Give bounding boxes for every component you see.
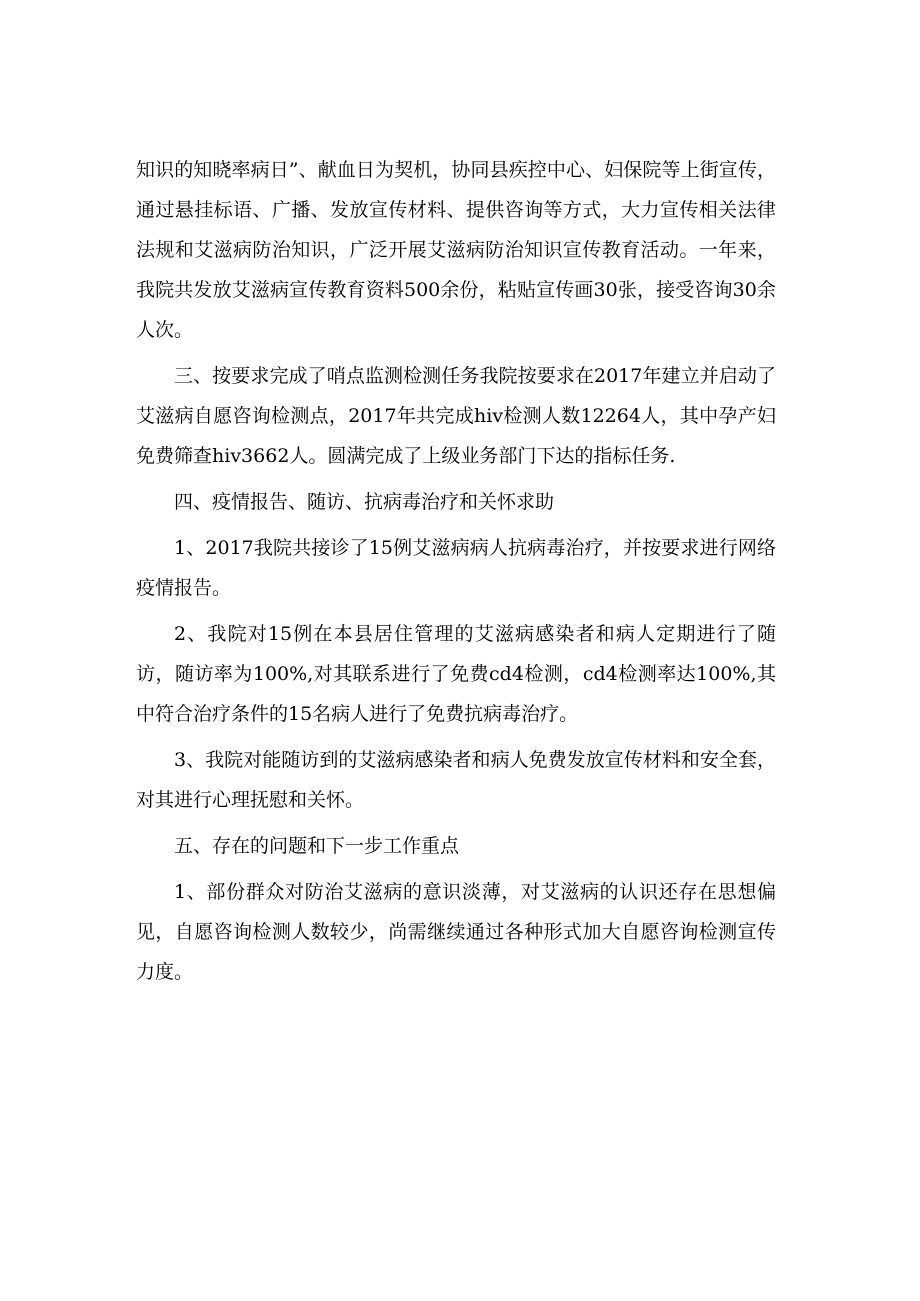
document-body <box>136 150 776 998</box>
section-heading-problems: 五、存在的问题和下一步工作重点 <box>174 835 460 857</box>
paragraph-problem-1: 1、部份群众对防治艾滋病的意识淡薄，对艾滋病的认识还存在思想偏见，自愿咨询检测人数较少，尚需继续通过各种形式加大自愿咨询检测宣传力度。 <box>136 881 776 983</box>
paragraph-item-1-treatment: 1、2017我院共接诊了15例艾滋病病人抗病毒治疗，并按要求进行网络疫情报告。 <box>136 537 776 599</box>
section-heading-epidemic-report: 四、疫情报告、随访、抗病毒治疗和关怀求助 <box>174 491 555 513</box>
paragraph-sentinel-monitoring: 三、按要求完成了哨点监测检测任务我院按要求在2017年建立并启动了艾滋病自愿咨询检测点，2017年共完成hiv检测人数12264人，其中孕产妇免费筛查hiv3662人。圆满完成了上级业务部门下达的指标任务. <box>136 365 776 467</box>
paragraph-item-3-care: 3、我院对能随访到的艾滋病感染者和病人免费发放宣传材料和安全套，对其进行心理抚慰和关怀。 <box>136 749 776 811</box>
paragraph-publicity-continuation: 知识的知晓率病日”、献血日为契机，协同县疾控中心、妇保院等上街宣传，通过悬挂标语、广播、发放宣传材料、提供咨询等方式，大力宣传相关法律法规和艾滋病防治知识，广泛开展艾滋病防治知识宣传教育活动。一年来，我院共发放艾滋病宣传教育资料500余份，粘贴宣传画30张，接受咨询30余人次。 <box>136 159 776 341</box>
paragraph-item-2-followup: 2、我院对15例在本县居住管理的艾滋病感染者和病人定期进行了随访，随访率为100%,对其联系进行了免费cd4检测，cd4检测率达100%,其中符合治疗条件的15名病人进行了免费抗病毒治疗。 <box>136 623 776 725</box>
